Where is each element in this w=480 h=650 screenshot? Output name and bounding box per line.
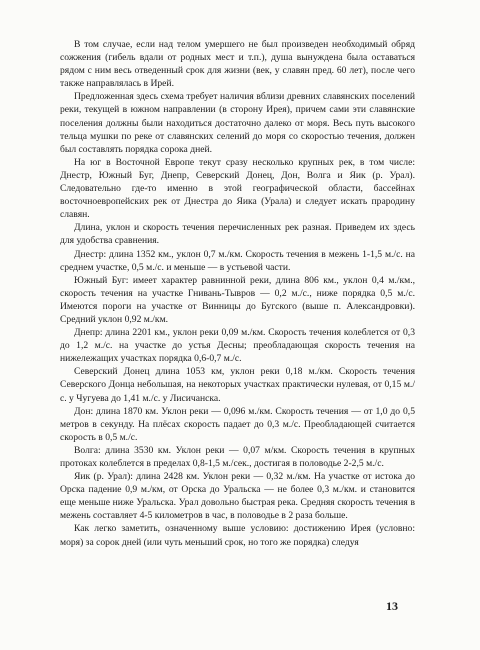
paragraph-conclusion: Как легко заметить, означенному выше условию: достижению Ирея (условно: моря) за сорок дней (или чуть меньший срок, но того же порядка) следуя (60, 523, 415, 548)
paragraph-seversky-donets: Северский Донец длина 1053 км, уклон реки 0,18 м./км. Скорость течения Северского Донца небольшая, на некоторых участках практически нулевая, от 0,15 м./с. у Чугуева до 1,41 м./с. у Лисичанска. (60, 366, 415, 404)
paragraph-river-scheme: Предложенная здесь схема требует наличия вблизи древних славянских поселений реки, текущей в южном направлении (в сторону Ирея), причем сами эти славянские поселения должны были находиться достаточно далеко от моря. Весь путь высокого тельца мушки по реке от славянских селений до моря со скоростью течения, должен был составлять порядка сорока дней. (60, 91, 415, 155)
paragraph-ural: Яик (р. Урал): длина 2428 км. Уклон реки — 0,32 м./км. На участке от истока до Орска падение 0,9 м./км, от Орска до Уральска — не более 0,3 м./км. и становится еще меньше ниже Уральска. Урал довольно быстрая река. Средняя скорость течения в межень составляет 4-5 километров в час, в половодье в 2 раза больше. (60, 471, 415, 522)
paragraph-cremation-rite: В том случае, если над телом умершего не был произведен необходимый обряд сожжения (гибель вдали от родных мест и т.п.), душа вынуждена была оставаться рядом с ним весь отведенный срок для жизни (век, у славян пред. 60 лет), после чего также направлялась в Ирей. (60, 39, 415, 90)
page-number: 13 (386, 599, 398, 613)
body-text (60, 38, 415, 549)
paragraph-dniester: Днестр: длина 1352 км., уклон 0,7 м./км. Скорость течения в межень 1-1,5 м./с. на среднем участке, 0,5 м./с. и меньше — в устьевой части. (60, 248, 415, 273)
paragraph-dnieper: Днепр: длина 2201 км., уклон реки 0,09 м./км. Скорость течения колеблется от 0,3 до 1,2 м./с. на участке до устья Десны; преобладающая скорость течения на нижележащих участках порядка 0,6-0,7 м./с. (60, 327, 415, 365)
paragraph-southern-bug: Южный Буг: имеет характер равнинной реки, длина 806 км., уклон 0,4 м./км., скорость течения на участке Гнивань-Тывров — 0,2 м./с., ниже порядка 0,5 м./с. Имеются пороги на участке от Винницы до Бугского (выше п. Александровки). Средний уклон 0,92 м./км. (60, 274, 415, 325)
paragraph-comparison-intro: Длина, уклон и скорость течения перечисленных рек разная. Приведем их здесь для удобства сравнения. (60, 222, 415, 247)
paragraph-volga: Волга: длина 3530 км. Уклон реки — 0,07 м/км. Скорость течения в крупных протоках колеблется в пределах 0,8-1,5 м./сек., достигая в половодье 2-2,5 м./с. (60, 444, 415, 469)
paragraph-don: Дон: длина 1870 км. Уклон реки — 0,096 м./км. Скорость течения — от 1,0 до 0,5 метров в секунду. На плёсах скорость падает до 0,3 м./с. Преобладающей считается скорость в 0,5 м./с. (60, 405, 415, 443)
paragraph-rivers-list: На юг в Восточной Европе текут сразу несколько крупных рек, в том числе: Днестр, Южный Буг, Днепр, Северский Донец, Дон, Волга и Яик (р. Урал). Следовательно где-то именно в этой географической области, бассейнах восточноевропейских рек от Днестра до Яика (Урала) и следует искать прародину славян. (60, 156, 415, 221)
